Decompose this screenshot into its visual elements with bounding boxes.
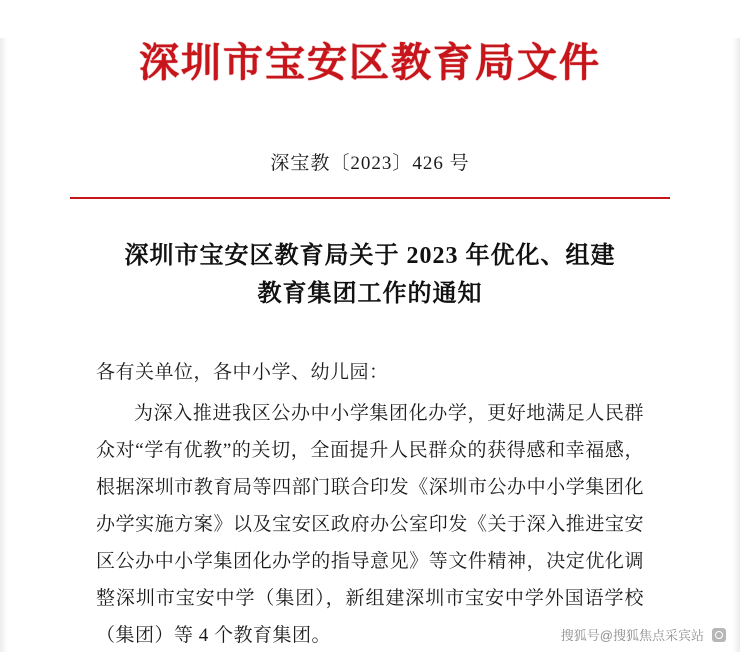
document-subject-line-1: 深圳市宝安区教育局关于 2023 年优化、组建: [124, 243, 616, 269]
document-header-title: 深圳市宝安区教育局文件: [139, 40, 601, 85]
document-subject-line-2: 教育集团工作的通知: [257, 281, 483, 308]
red-divider-rule: [70, 197, 670, 199]
document-paragraph: 为深入推进我区公办中小学集团化办学，更好地满足人民群众对“学有优教”的关切，全面提升人民群众的获得感和幸福感，根据深圳市教育局等四部门联合印发《深圳市公办中小学集团化办学实施方案》以及宝安区政府办公室印发《关于深入推进宝安区公办中小学集团化办学的指导意见》等文件精神，决定优化调整深圳市宝安中学（集团），新组建深圳市宝安中学外国语学校（集团）等 4 个教育集团。: [96, 402, 644, 647]
page-edge-shadow-right: [732, 38, 740, 652]
document-page: [0, 38, 740, 652]
watermark: [561, 625, 726, 644]
page-edge-shadow-left: [0, 38, 8, 652]
watermark-badge: [712, 628, 726, 642]
document-number: 深宝教〔2023〕426 号: [270, 153, 470, 174]
document-subject: [90, 237, 650, 314]
sohu-logo-icon: [712, 628, 726, 642]
document-salutation: 各有关单位，各中小学、幼儿园：: [96, 361, 389, 383]
watermark-text: 搜狐号@搜狐焦点采宾站: [560, 628, 704, 643]
document-body: [96, 354, 644, 654]
